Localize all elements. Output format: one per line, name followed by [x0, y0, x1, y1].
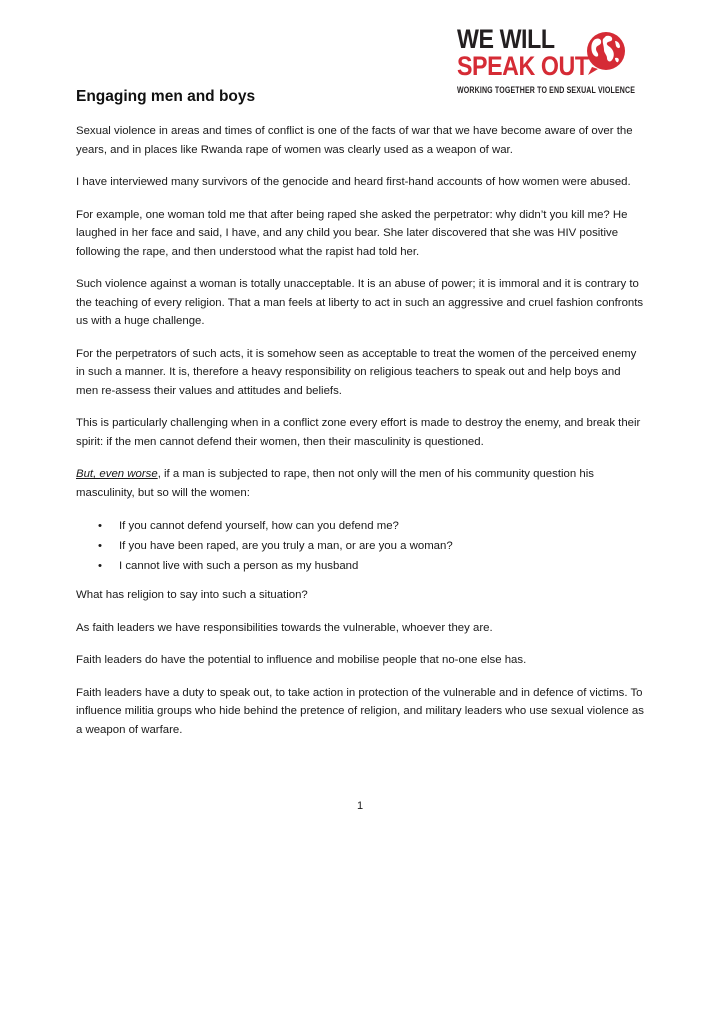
- paragraph: Faith leaders have a duty to speak out, to take action in protection of the vulnerable and in defence of victims. To influence militia groups who hide behind the pretence of religion, and military leaders who use sexual violence as a weapon of warfare.: [76, 686, 644, 736]
- paragraph: This is particularly challenging when in a conflict zone every effort is made to destroy the enemy, and break their spirit: if the men cannot defend their women, then their masculinity is questioned.: [76, 417, 641, 448]
- bullet-icon: •: [98, 560, 102, 572]
- list-item: [76, 556, 644, 576]
- emphasis-rest: , if a man is subjected to rape, then not only will the men of his community question his masculinity, but so will the women:: [76, 468, 594, 499]
- paragraph: As faith leaders we have responsibilities towards the vulnerable, whoever they are.: [76, 621, 493, 634]
- logo-line-2: SPEAK OUT: [457, 51, 589, 81]
- list-item: [76, 536, 644, 556]
- logo-line-1: WE WILL: [457, 24, 555, 54]
- document-title: Engaging men and boys: [76, 88, 256, 105]
- globe-speech-bubble-icon: [582, 28, 630, 78]
- bullet-icon: •: [98, 520, 102, 532]
- paragraph: For example, one woman told me that after being raped she asked the perpetrator: why didn’t you kill me? He laughed in her face and said, I have, and any child you bear. She later discovered that she was HIV positive following the rape, and then understood what the rapist had told her.: [76, 208, 628, 258]
- list-item: [76, 516, 644, 536]
- page-number: 1: [356, 800, 364, 812]
- list-item-text: I cannot live with such a person as my husband: [119, 560, 359, 572]
- paragraph: What has religion to say into such a situation?: [76, 589, 308, 601]
- emphasis-paragraph: [76, 465, 644, 502]
- list-item-text: If you have been raped, are you truly a man, or are you a woman?: [119, 540, 453, 552]
- list-item-text: If you cannot defend yourself, how can you defend me?: [119, 520, 399, 532]
- bullet-list: [76, 516, 644, 576]
- bullet-icon: •: [98, 540, 102, 552]
- paragraph: I have interviewed many survivors of the genocide and heard first-hand accounts of how women were abused.: [76, 176, 631, 188]
- paragraph: Such violence against a woman is totally unacceptable. It is an abuse of power; it is immoral and it is contrary to the teaching of every religion. That a man feels at liberty to act in such an aggressive and cruel fashion confronts us with a huge challenge.: [76, 278, 644, 327]
- logo-tagline: WORKING TOGETHER TO END SEXUAL VIOLENCE: [457, 85, 636, 95]
- emphasis-lead: But, even worse: [76, 468, 158, 480]
- paragraph: Sexual violence in areas and times of conflict is one of the facts of war that we have become aware of over the years, and in places like Rwanda rape of women was clearly used as a weapon of war.: [76, 125, 633, 156]
- paragraph: For the perpetrators of such acts, it is somehow seen as acceptable to treat the women of the perceived enemy in such a manner. It is, therefore a heavy responsibility on religious teachers to speak out and help boys and men re-assess their values and attitudes and beliefs.: [76, 347, 637, 397]
- document-body: [76, 88, 644, 753]
- paragraph: Faith leaders do have the potential to influence and mobilise people that no-one else has.: [76, 654, 527, 666]
